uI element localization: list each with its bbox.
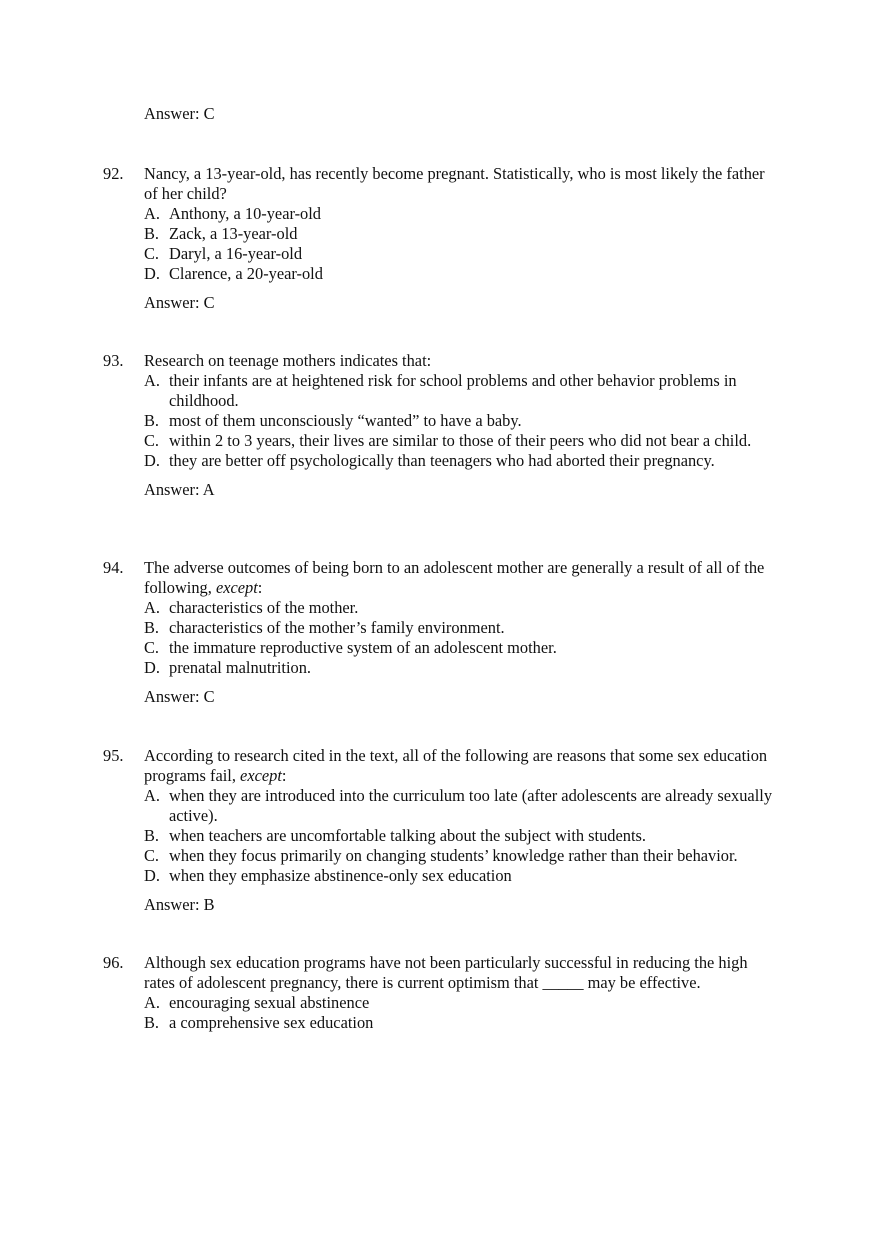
- question-92: [0, 164, 880, 313]
- option-letter: B.: [144, 618, 160, 637]
- option-text: when they are introduced into the curriculum too late (after adolescents are already sexually active).: [169, 786, 773, 825]
- question-93: [0, 351, 880, 500]
- answer-line: Answer: A: [144, 480, 215, 499]
- question-95: [0, 746, 880, 915]
- option-letter: D.: [144, 866, 160, 885]
- option-text: the immature reproductive system of an adolescent mother.: [169, 638, 557, 657]
- option-b: [0, 411, 784, 431]
- option-letter: C.: [144, 638, 160, 657]
- option-letter: B.: [144, 411, 160, 430]
- option-letter: C.: [144, 846, 160, 865]
- option-c: [0, 244, 784, 264]
- option-list: [0, 598, 880, 678]
- question-stem: Research on teenage mothers indicates that:: [144, 351, 432, 370]
- option-text: when teachers are uncomfortable talking about the subject with students.: [169, 826, 647, 845]
- option-letter: C.: [144, 431, 160, 450]
- option-text: Zack, a 13-year-old: [169, 224, 298, 243]
- stem-punctuation: :: [257, 578, 263, 597]
- option-text: when they focus primarily on changing students’ knowledge rather than their behavior.: [169, 846, 738, 865]
- option-letter: A.: [144, 204, 160, 223]
- question-94: [0, 558, 880, 707]
- option-letter: C.: [144, 244, 160, 263]
- option-text: most of them unconsciously “wanted” to have a baby.: [169, 411, 522, 430]
- option-c: [0, 431, 784, 451]
- option-c: [0, 638, 784, 658]
- stem-text: The adverse outcomes of being born to an adolescent mother are generally a result of all of the following,: [144, 558, 765, 597]
- question-stem: Although sex education programs have not been particularly successful in reducing the high rates of adolescent pregnancy, there is current optimism that _____ may be effective.: [144, 953, 748, 992]
- stem-emphasis: except: [240, 766, 282, 785]
- option-letter: B.: [144, 224, 160, 243]
- option-a: [0, 786, 784, 826]
- option-letter: A.: [144, 786, 160, 805]
- answer-91: Answer: C: [144, 104, 215, 123]
- option-list: [0, 371, 880, 471]
- option-text: within 2 to 3 years, their lives are similar to those of their peers who did not bear a child.: [169, 431, 752, 450]
- option-b: [0, 826, 784, 846]
- option-letter: A.: [144, 993, 160, 1012]
- option-d: [0, 658, 784, 678]
- option-text: Clarence, a 20-year-old: [169, 264, 323, 283]
- stem-text: According to research cited in the text, all of the following are reasons that some sex education programs fail,: [144, 746, 768, 785]
- question-stem: Nancy, a 13-year-old, has recently become pregnant. Statistically, who is most likely the father of her child?: [144, 164, 765, 203]
- option-b: [0, 618, 784, 638]
- option-letter: D.: [144, 264, 160, 283]
- option-list: [0, 993, 880, 1033]
- question-number: 95.: [103, 746, 124, 765]
- option-text: a comprehensive sex education: [169, 1013, 374, 1032]
- option-text: they are better off psychologically than teenagers who had aborted their pregnancy.: [169, 451, 715, 470]
- option-letter: A.: [144, 371, 160, 390]
- option-text: Daryl, a 16-year-old: [169, 244, 303, 263]
- question-number: 94.: [103, 558, 124, 577]
- answer-line: Answer: C: [144, 293, 215, 312]
- question-number: 92.: [103, 164, 124, 183]
- option-c: [0, 846, 784, 866]
- option-list: [0, 204, 880, 284]
- question-96: [0, 953, 880, 1033]
- option-b: [0, 224, 784, 244]
- option-d: [0, 866, 784, 886]
- option-text: characteristics of the mother’s family environment.: [169, 618, 505, 637]
- option-list: [0, 786, 880, 886]
- option-a: [0, 598, 784, 618]
- option-letter: B.: [144, 826, 160, 845]
- option-letter: A.: [144, 598, 160, 617]
- option-text: characteristics of the mother.: [169, 598, 359, 617]
- question-number: 96.: [103, 953, 124, 972]
- option-a: [0, 204, 784, 224]
- question-stem: [144, 746, 779, 786]
- option-text: when they emphasize abstinence-only sex education: [169, 866, 512, 885]
- option-text: encouraging sexual abstinence: [169, 993, 370, 1012]
- option-b: [0, 1013, 784, 1033]
- option-text: prenatal malnutrition.: [169, 658, 312, 677]
- option-d: [0, 264, 784, 284]
- option-letter: D.: [144, 658, 160, 677]
- option-a: [0, 371, 784, 411]
- question-number: 93.: [103, 351, 124, 370]
- option-text: Anthony, a 10-year-old: [169, 204, 321, 223]
- stem-punctuation: :: [281, 766, 287, 785]
- option-letter: B.: [144, 1013, 160, 1032]
- answer-line: Answer: C: [144, 687, 215, 706]
- option-letter: D.: [144, 451, 160, 470]
- option-d: [0, 451, 784, 471]
- answer-line: Answer: B: [144, 895, 215, 914]
- stem-emphasis: except: [215, 578, 258, 597]
- option-text: their infants are at heightened risk for school problems and other behavior problems in childhood.: [169, 371, 737, 410]
- option-a: [0, 993, 784, 1013]
- question-stem: [144, 558, 779, 598]
